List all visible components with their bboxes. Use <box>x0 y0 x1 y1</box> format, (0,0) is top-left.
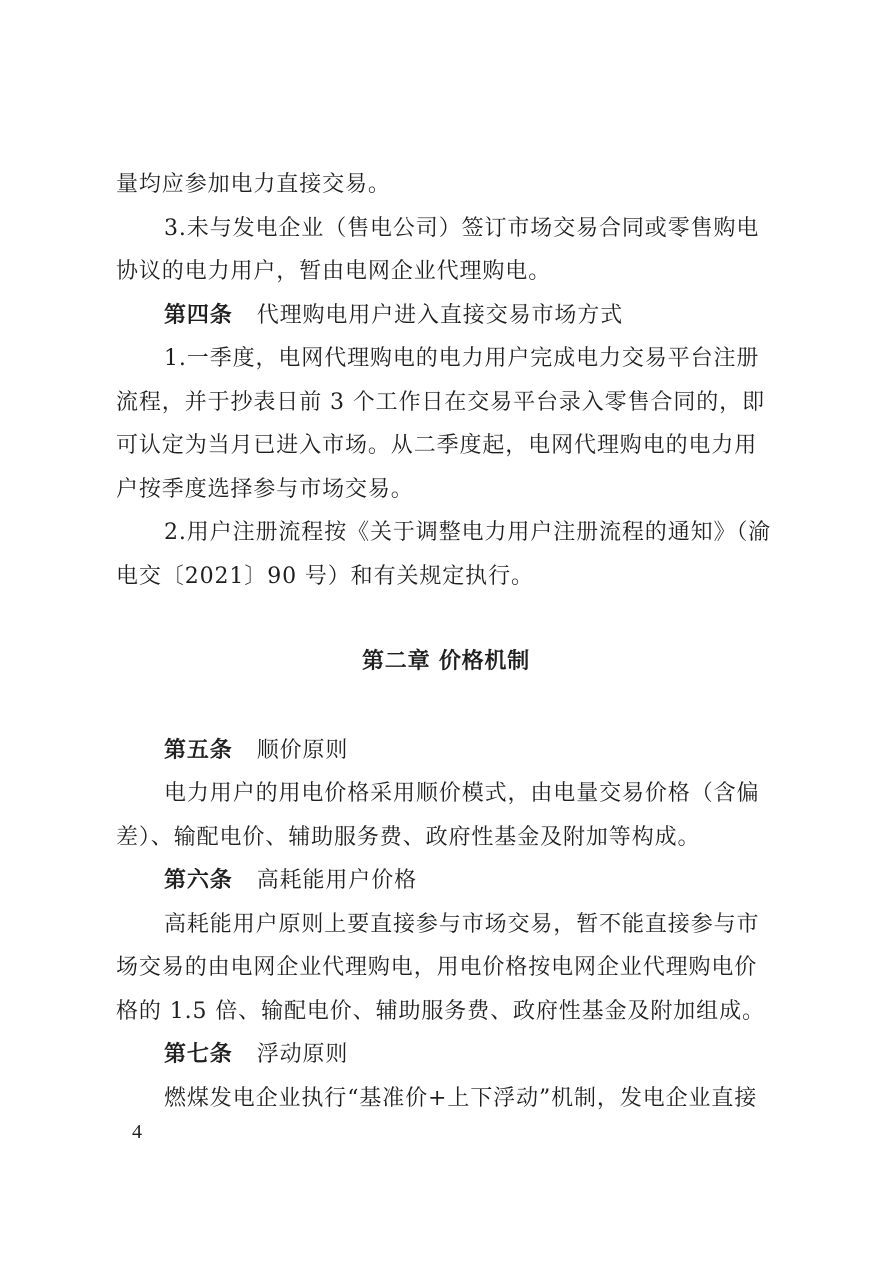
text-line-11: 电力用户的用电价格采用顺价模式，由电量交易价格（含偏 <box>164 781 760 806</box>
article-6-subject: 高耗能用户价格 <box>256 868 418 893</box>
text-line-12: 差）、输配电价、辅助服务费、政府性基金及附加等构成。 <box>116 825 701 850</box>
article-6-title: 第六条 <box>164 868 233 893</box>
chapter-heading: 第二章 价格机制 <box>361 649 531 674</box>
text-line-9: 2.用户注册流程按《关于调整电力用户注册流程的通知》（渝 <box>164 520 772 545</box>
article-4-heading <box>164 302 780 330</box>
article-5-heading <box>164 737 780 765</box>
text-line-15: 格的 1.5 倍、输配电价、辅助服务费、政府性基金及附加组成。 <box>116 999 765 1024</box>
article-4-subject: 代理购电用户进入直接交易市场方式 <box>256 303 624 328</box>
text-line-10: 电交〔2021〕90 号）和有关规定执行。 <box>116 564 534 589</box>
article-5-title: 第五条 <box>164 738 233 763</box>
text-line-7: 可认定为当月已进入市场。从二季度起，电网代理购电的电力用 <box>116 433 758 458</box>
article-7-heading <box>164 1041 780 1069</box>
text-line-5: 1.一季度，电网代理购电的电力用户完成电力交易平台注册 <box>164 346 760 371</box>
article-7-subject: 浮动原则 <box>256 1042 349 1067</box>
text-line-2: 3.未与发电企业（售电公司）签订市场交易合同或零售购电 <box>164 216 760 241</box>
text-line-13: 高耗能用户原则上要直接参与市场交易，暂不能直接参与市 <box>164 912 760 937</box>
text-line-8: 户按季度选择参与市场交易。 <box>116 477 414 502</box>
text-line-14: 场交易的由电网企业代理购电，用电价格按电网企业代理购电价 <box>116 955 758 980</box>
text-line-3: 协议的电力用户，暂由电网企业代理购电。 <box>116 259 552 284</box>
article-6-heading <box>164 867 780 895</box>
text-line-6: 流程，并于抄表日前 3 个工作日在交易平台录入零售合同的，即 <box>116 390 765 415</box>
article-7-title: 第七条 <box>164 1042 233 1067</box>
article-5-subject: 顺价原则 <box>256 738 349 763</box>
text-line-1: 量均应参加电力直接交易。 <box>116 172 391 197</box>
article-4-title: 第四条 <box>164 303 233 328</box>
text-line-16: 燃煤发电企业执行“基准价+上下浮动”机制，发电企业直接 <box>164 1086 758 1111</box>
page-number: 4 <box>132 1121 142 1143</box>
